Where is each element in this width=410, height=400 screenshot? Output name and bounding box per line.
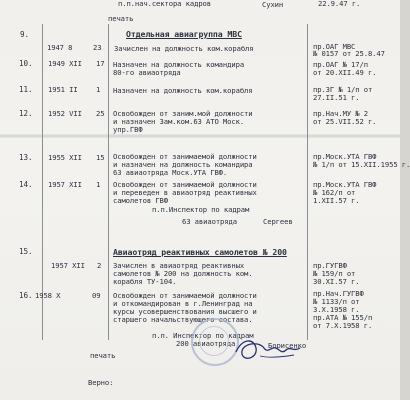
row-text: Освобожден от занимаемой должности — [113, 152, 257, 161]
row-order: пр.Моск.УТА ГВФ — [313, 152, 377, 161]
row-date: 1958 X — [35, 291, 61, 300]
row-text: самолетов ГВФ — [113, 196, 168, 205]
row-order: № 1133/п от — [313, 297, 360, 306]
signoff-unit: 200 авиаотряда — [176, 339, 236, 348]
row-order: пр.АТА № 155/п — [313, 313, 373, 322]
row-day: 1 — [96, 180, 101, 189]
row-order: № 159/п от — [313, 269, 356, 278]
row-text: курсы усовершенствования высшего и — [113, 307, 257, 316]
row-day: 15 — [96, 153, 105, 162]
section-title: Отдельная авиагруппа МВС — [126, 29, 242, 39]
row-date: 1955 XII — [48, 153, 82, 162]
row-text: корабля ТУ-104. — [113, 277, 177, 286]
row-text: Назначен на должность ком.корабля — [113, 86, 253, 95]
row-day: 25 — [96, 109, 105, 118]
row-order: 1.XII.57 г. — [313, 196, 360, 205]
signoff-unit: 63 авиаотряда — [182, 217, 237, 226]
row-order: от 7.X.1958 г. — [313, 321, 373, 330]
row-order: от 20.XII.49 г. — [313, 68, 377, 77]
row-number: 10. — [19, 59, 33, 68]
top-sign-role: п.п.нач.сектора кадров — [118, 0, 211, 8]
row-text: 63 авиаотряда Моск.УТА ГВФ. — [113, 168, 228, 177]
row-date: 1949 XII — [48, 59, 82, 68]
row-date: 1957 XII — [51, 261, 85, 270]
row-order: № 162/п от — [313, 188, 356, 197]
row-order: 30.XI.57 г. — [313, 277, 360, 286]
row-text: упр.ГВФ — [113, 125, 143, 134]
row-text: и откомандирован в г.Ленинград на — [113, 299, 253, 308]
handwritten-signature — [232, 330, 302, 370]
row-text: Зачислен в авиаотряд реактивных — [113, 261, 245, 270]
row-number: 12. — [19, 109, 33, 118]
row-text: Освобожден от занимаемой должности — [113, 180, 257, 189]
row-number: 11. — [19, 85, 33, 94]
row-order: № 1/п от 15.XII.1955 г. — [313, 160, 410, 169]
row-text: Зачислен на должность ком.корабля — [114, 44, 254, 53]
row-order: пр.ОАГ № 17/п — [313, 60, 368, 69]
row-order: пр.ГУГВФ — [313, 261, 347, 270]
row-date: 1952 VII — [48, 109, 82, 118]
top-sign-date: 22.9.47 г. — [318, 0, 361, 8]
row-text: и переведен в авиаотряд реактивных — [113, 188, 257, 197]
section-title: Авиаотряд реактивных самолетов № 200 — [113, 247, 287, 257]
row-order: пр.Нач.ГУГВФ — [313, 289, 364, 298]
row-order: 27.II.51 г. — [313, 93, 360, 102]
paper-fold — [0, 134, 400, 138]
row-day: 2 — [97, 261, 102, 270]
row-number: 13. — [19, 153, 33, 162]
row-text: Освобожден от заним.мой должности — [113, 109, 253, 118]
row-date: 1951 II — [48, 85, 78, 94]
row-order: от 25.VII.52 г. — [313, 117, 377, 126]
table-line — [307, 24, 308, 340]
row-number: 16. — [19, 291, 33, 300]
top-seal-label: печать — [108, 14, 134, 23]
top-sign-name: Сухин — [262, 0, 284, 9]
section-number: 15. — [19, 247, 33, 256]
signoff-name: Борисенко — [268, 341, 307, 350]
row-text: и назначен Зам.ком.63 АТО Моск. — [113, 117, 245, 126]
row-text: старшего начальствующего состава. — [113, 315, 253, 324]
row-order: пр.Моск.УТА ГВФ — [313, 180, 377, 189]
row-order: № 0157 от 25.8.47 — [313, 49, 385, 58]
row-day: 1 — [96, 85, 101, 94]
row-order: пр.Нач.МУ № 2 — [313, 109, 368, 118]
row-date: 1957 XII — [48, 180, 82, 189]
row-order: пр.ОАГ МВС — [313, 42, 356, 51]
row-text: и назначен на должность командира — [113, 160, 253, 169]
row-day: 23 — [93, 43, 102, 52]
verified-label: Верно: — [88, 378, 114, 387]
row-text: 80-го авиаотряда — [113, 68, 181, 77]
table-line — [108, 24, 109, 340]
row-number: 14. — [19, 180, 33, 189]
row-text: Освобожден от занимаемой должности — [113, 291, 257, 300]
footer-seal-label: печать — [90, 351, 116, 360]
signoff-name: Сергеев — [263, 217, 293, 226]
signoff-role: п.п.Инспектор по кадрам — [152, 205, 250, 214]
signoff-role: п.п. Инспектор по кадрам — [152, 331, 254, 340]
row-order: пр.ЗГ № 1/п от — [313, 85, 373, 94]
row-text: Назначен на должность командира — [113, 60, 245, 69]
row-day: 17 — [96, 59, 105, 68]
row-text: самолетов № 200 на должность ком. — [113, 269, 253, 278]
row-order: 3.X.1958 г. — [313, 305, 360, 314]
section-number: 9. — [20, 30, 29, 39]
row-day: 09 — [92, 291, 101, 300]
row-date: 1947 8 — [47, 43, 73, 52]
